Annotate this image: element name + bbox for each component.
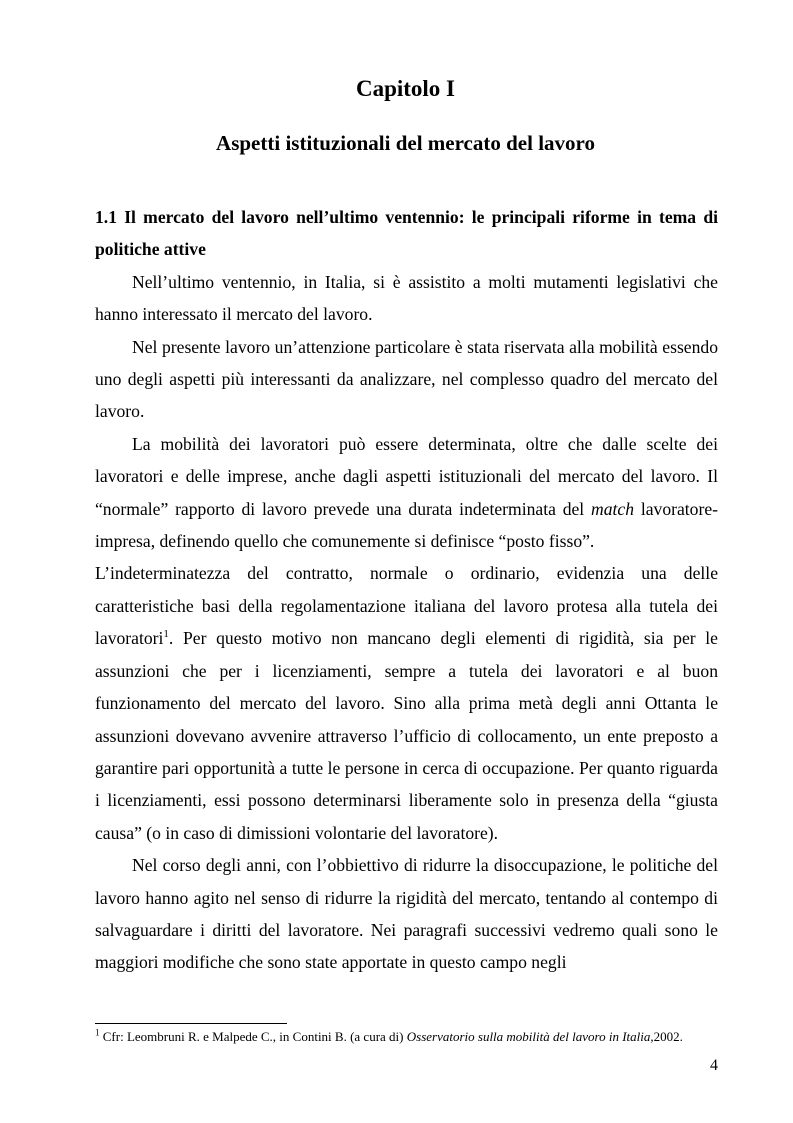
paragraph-4-text-b: . Per questo motivo non mancano degli elementi di rigidità, sia per le assunzioni che per i licenziamenti, sempre a tutela dei lavoratori e al buon funzionamento del mercato del lavoro. Sino alla prima metà degli anni Ottanta le assunzioni dovevano avvenire attraverso l’ufficio di collocamento, un ente preposto a garantire pari opportunità a tutte le persone in cerca di occupazione. Per quanto riguarda i licenziamenti, essi possono determinarsi liberamente solo in presenza della “giusta causa” (o in caso di dimissioni volontarie del lavoratore). <box>95 628 718 843</box>
chapter-title: Aspetti istituzionali del mercato del lavoro <box>216 131 595 155</box>
section-heading: 1.1 Il mercato del lavoro nell’ultimo ventennio: le principali riforme in tema di politiche attive <box>95 207 718 260</box>
footnote-italic-title: Osservatorio sulla mobilità del lavoro in Italia, <box>406 1029 654 1044</box>
paragraph-3 <box>95 428 718 558</box>
body-text <box>95 201 718 979</box>
paragraph-2: Nel presente lavoro un’attenzione particolare è stata riservata alla mobilità essendo uno degli aspetti più interessanti da analizzare, nel complesso quadro del mercato del lavoro. <box>95 336 718 422</box>
footnote-text-a: Cfr: Leombruni R. e Malpede C., in Contini B. (a cura di) <box>99 1029 407 1044</box>
paragraph-3-text-b: lavoratore-impresa, definendo quello che comunemente si definisce “posto fisso”. <box>95 498 718 552</box>
footnote <box>95 1028 735 1046</box>
chapter-label: Capitolo I <box>355 76 456 101</box>
footnote-divider <box>95 1023 287 1024</box>
paragraph-3-italic-term: match <box>591 498 635 519</box>
paragraph-1: Nell’ultimo ventennio, in Italia, si è assistito a molti mutamenti legislativi che hanno interessato il mercato del lavoro. <box>95 271 718 325</box>
page-number: 4 <box>710 1057 718 1074</box>
footnote-text-b: 2002. <box>653 1029 683 1044</box>
paragraph-5: Nel corso degli anni, con l’obbiettivo di ridurre la disoccupazione, le politiche del lavoro hanno agito nel senso di ridurre la rigidità del mercato, tentando al contempo di salvaguardare i diritti del lavoratore. Nei paragrafi successivi vedremo quali sono le maggiori modifiche che sono state apportate in questo campo negli <box>95 855 718 973</box>
paragraph-4-text-a: L’indeterminatezza del contratto, normale o ordinario, evidenzia una delle caratteristiche basi della regolamentazione italiana del lavoro protesa alla tutela dei lavoratori <box>95 563 718 649</box>
paragraph-3-text-a: La mobilità dei lavoratori può essere determinata, oltre che dalle scelte dei lavoratori e delle imprese, anche dagli aspetti istituzionali del mercato del lavoro. Il “normale” rapporto di lavoro prevede una durata indeterminata del <box>95 433 718 519</box>
paragraph-4 <box>95 557 718 849</box>
footnote-marker: 1 <box>95 1027 100 1038</box>
footnote-reference[interactable]: 1 <box>163 628 169 641</box>
